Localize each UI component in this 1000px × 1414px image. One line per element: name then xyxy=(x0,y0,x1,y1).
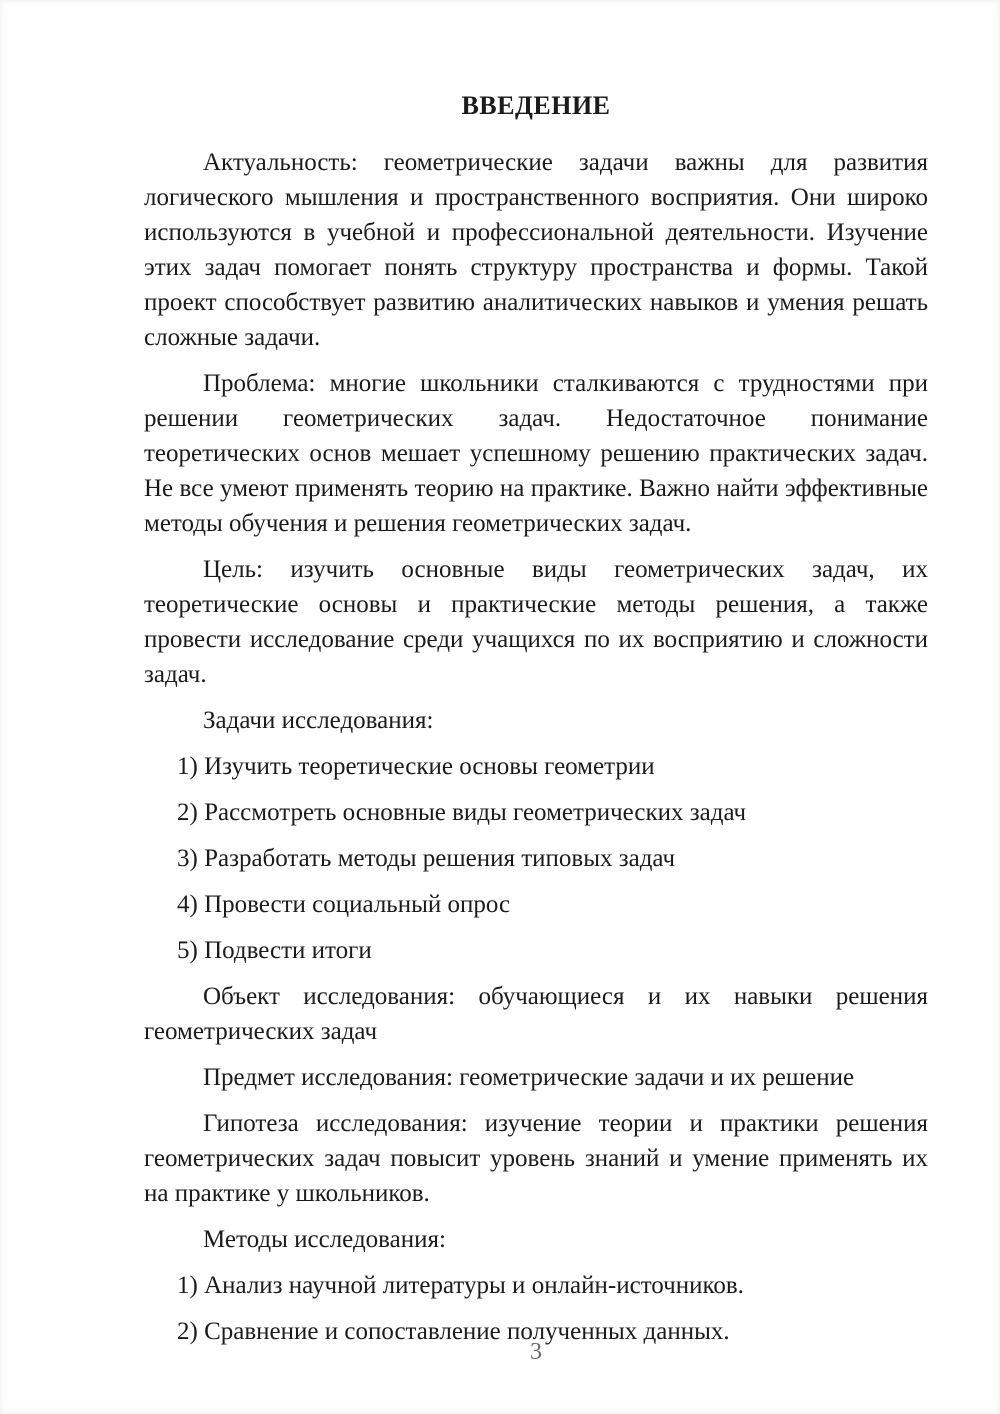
list-item-method-1: 1) Анализ научной литературы и онлайн-источников. xyxy=(177,1272,744,1299)
paragraph-problem: Проблема: многие школьники сталкиваются с трудностями при решении геометрических задач. Недостаточное понимание теоретических основ мешает успешному решению практических задач. Не все умеют применять теорию на практике. Важно найти эффективные методы обучения и решения геометрических задач. xyxy=(144,370,928,537)
paragraph-object: Объект исследования: обучающиеся и их навыки решения геометрических задач xyxy=(144,983,928,1045)
page-number: 3 xyxy=(530,1339,542,1365)
paragraph-hypothesis: Гипотеза исследования: изучение теории и практики решения геометрических задач повысит уровень знаний и умение применять их на практике у школьников. xyxy=(144,1110,928,1207)
page-title: ВВЕДЕНИЕ xyxy=(461,91,611,120)
paragraph-methods-header: Методы исследования: xyxy=(203,1226,446,1253)
paragraph-subject: Предмет исследования: геометрические задачи и их решение xyxy=(203,1064,855,1091)
list-item-task-3: 3) Разработать методы решения типовых задач xyxy=(177,845,676,872)
list-item-task-5: 5) Подвести итоги xyxy=(177,937,372,964)
list-item-task-4: 4) Провести социальный опрос xyxy=(177,891,511,918)
list-item-method-2: 2) Сравнение и сопоставление полученных данных. xyxy=(177,1318,730,1345)
paragraph-goal: Цель: изучить основные виды геометрических задач, их теоретические основы и практические методы решения, а также провести исследование среди учащихся по их восприятию и сложности задач. xyxy=(144,556,928,688)
list-item-task-2: 2) Рассмотреть основные виды геометрических задач xyxy=(177,799,747,826)
list-item-task-1: 1) Изучить теоретические основы геометрии xyxy=(177,753,655,780)
paragraph-tasks-header: Задачи исследования: xyxy=(203,707,434,734)
paragraph-relevance: Актуальность: геометрические задачи важны для развития логического мышления и пространственного восприятия. Они широко используются в учебной и профессиональной деятельности. Изучение этих задач помогает понять структуру пространства и формы. Такой проект способствует развитию аналитических навыков и умения решать сложные задачи. xyxy=(144,149,928,351)
